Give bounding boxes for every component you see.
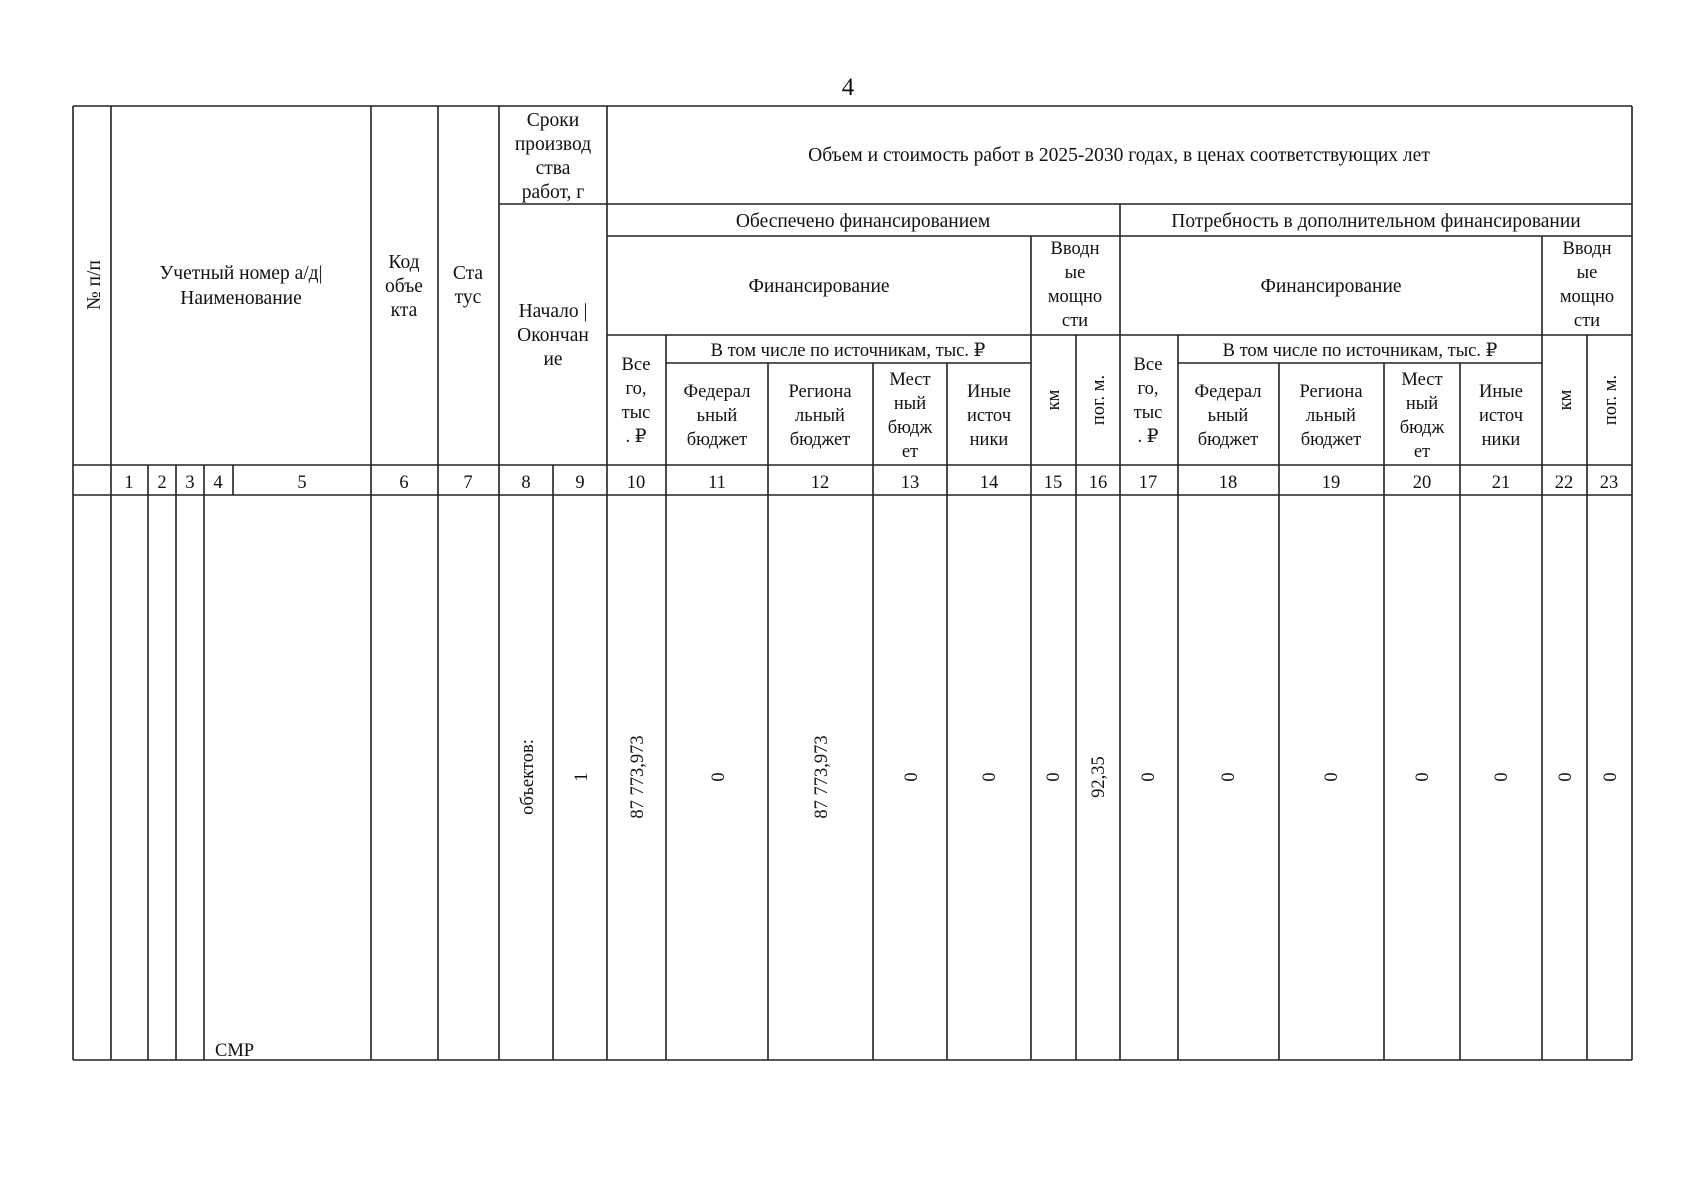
svg-text:Вводн: Вводн [1562, 239, 1612, 259]
svg-text:ет: ет [1413, 442, 1431, 462]
header-name-line1: Учетный номер а/д| [159, 263, 323, 284]
header-capacity-secured [1048, 239, 1102, 331]
svg-text:. ₽: . ₽ [1137, 427, 1159, 447]
header-local-secured [888, 370, 933, 462]
header-code-line2: объе [385, 276, 423, 297]
column-numbers-row [124, 473, 1618, 493]
svg-text:4: 4 [213, 473, 223, 493]
header-secured: Обеспечено финансированием [735, 211, 991, 232]
row-add-total: 0 [1139, 772, 1159, 782]
row-secured-other: 0 [980, 772, 1000, 782]
header-total-additional [1134, 355, 1163, 447]
svg-text:Федерал: Федерал [1194, 382, 1262, 402]
row-add-regional: 0 [1322, 772, 1342, 782]
svg-text:ет: ет [901, 442, 919, 462]
svg-text:мощно: мощно [1047, 287, 1103, 307]
header-start-end-line2: Окончан [517, 325, 589, 346]
svg-text:8: 8 [521, 473, 531, 493]
header-km-secured: км [1044, 389, 1064, 411]
header-federal-secured [683, 382, 750, 450]
page-number: 4 [841, 74, 855, 101]
svg-text:. ₽: . ₽ [625, 427, 647, 447]
svg-text:19: 19 [1321, 473, 1341, 493]
row-add-other: 0 [1492, 772, 1512, 782]
row-objects-label: объектов: [518, 739, 538, 815]
svg-text:20: 20 [1412, 473, 1432, 493]
header-pogm-secured: пог. м. [1089, 374, 1109, 426]
header-code-line1: Код [388, 252, 420, 273]
header-regional-secured [788, 382, 851, 450]
svg-text:ники: ники [969, 430, 1009, 450]
row-secured-pogm: 92,35 [1089, 756, 1109, 798]
header-additional: Потребность в дополнительном финансировании [1171, 211, 1581, 232]
svg-text:16: 16 [1088, 473, 1108, 493]
svg-text:Федерал: Федерал [683, 382, 751, 402]
svg-text:ьный: ьный [696, 406, 738, 426]
header-capacity-additional [1560, 239, 1614, 331]
svg-text:Мест: Мест [1401, 370, 1443, 390]
svg-text:6: 6 [399, 473, 409, 493]
header-status-line2: тус [454, 287, 482, 308]
svg-text:мощно: мощно [1559, 287, 1615, 307]
svg-text:бюджет: бюджет [789, 430, 851, 450]
svg-text:ые: ые [1576, 263, 1598, 283]
row-add-local: 0 [1413, 772, 1433, 782]
row-add-km: 0 [1556, 772, 1576, 782]
svg-text:Региона: Региона [1299, 382, 1363, 402]
svg-text:Мест: Мест [889, 370, 931, 390]
svg-text:14: 14 [979, 473, 999, 493]
row-secured-regional: 87 773,973 [812, 735, 832, 819]
svg-text:Иные: Иные [967, 382, 1011, 402]
row-secured-federal: 0 [709, 772, 729, 782]
header-terms-line1: Сроки [526, 110, 580, 131]
header-volume-title: Объем и стоимость работ в 2025-2030 годах, в ценах соответствующих лет [808, 145, 1430, 166]
svg-text:23: 23 [1599, 473, 1619, 493]
svg-text:бюдж: бюдж [887, 418, 933, 438]
svg-text:источ: источ [1478, 406, 1524, 426]
row-add-federal: 0 [1219, 772, 1239, 782]
svg-text:ный: ный [1405, 394, 1439, 414]
header-number: № п/п [84, 260, 105, 310]
header-start-end-line1: Начало | [518, 301, 588, 322]
svg-text:ники: ники [1481, 430, 1521, 450]
svg-text:1: 1 [124, 473, 134, 493]
svg-text:источ: источ [966, 406, 1012, 426]
svg-text:сти: сти [1061, 311, 1089, 331]
svg-text:бюдж: бюдж [1399, 418, 1445, 438]
row-secured-total: 87 773,973 [628, 735, 648, 819]
row-secured-km: 0 [1044, 772, 1064, 782]
header-financing-additional: Финансирование [1260, 276, 1402, 297]
row-add-pogm: 0 [1601, 772, 1621, 782]
header-status-line1: Ста [452, 263, 484, 284]
header-by-sources-secured: В том числе по источникам, тыс. ₽ [710, 341, 986, 361]
svg-text:бюджет: бюджет [1300, 430, 1362, 450]
svg-text:го,: го, [1137, 379, 1159, 399]
header-local-additional [1400, 370, 1445, 462]
svg-text:бюджет: бюджет [1197, 430, 1259, 450]
svg-text:17: 17 [1138, 473, 1158, 493]
svg-text:10: 10 [626, 473, 646, 493]
svg-text:льный: льный [1306, 406, 1356, 426]
svg-text:18: 18 [1218, 473, 1238, 493]
header-start-end-line3: ие [543, 349, 563, 370]
row-name: СМР [215, 1041, 255, 1061]
svg-text:15: 15 [1043, 473, 1063, 493]
svg-text:го,: го, [625, 379, 647, 399]
svg-text:22: 22 [1554, 473, 1574, 493]
svg-text:льный: льный [795, 406, 845, 426]
row-objects-count: 1 [572, 772, 592, 782]
header-total-secured [622, 355, 651, 447]
header-regional-additional [1299, 382, 1362, 450]
svg-text:тыс: тыс [621, 403, 651, 423]
svg-text:тыс: тыс [1133, 403, 1163, 423]
row-secured-local: 0 [902, 772, 922, 782]
header-financing-secured: Финансирование [748, 276, 890, 297]
svg-text:сти: сти [1573, 311, 1601, 331]
header-terms-line4: работ, г [521, 182, 585, 203]
header-pogm-additional: пог. м. [1601, 374, 1621, 426]
svg-text:ьный: ьный [1207, 406, 1249, 426]
svg-text:9: 9 [575, 473, 585, 493]
svg-text:бюджет: бюджет [686, 430, 748, 450]
svg-text:Иные: Иные [1479, 382, 1523, 402]
svg-text:12: 12 [810, 473, 830, 493]
svg-text:Все: Все [1133, 355, 1163, 375]
header-km-additional: км [1556, 389, 1576, 411]
header-code-line3: кта [390, 300, 418, 321]
table-grid [73, 106, 1632, 1060]
header-terms-line3: ства [535, 158, 571, 179]
svg-text:11: 11 [708, 473, 726, 493]
svg-text:Региона: Региона [788, 382, 852, 402]
svg-text:7: 7 [463, 473, 473, 493]
svg-text:2: 2 [157, 473, 167, 493]
header-name-line2: Наименование [180, 288, 302, 309]
svg-text:13: 13 [900, 473, 920, 493]
header-by-sources-additional: В том числе по источникам, тыс. ₽ [1222, 341, 1498, 361]
svg-text:3: 3 [185, 473, 195, 493]
header-federal-additional [1194, 382, 1261, 450]
svg-text:5: 5 [297, 473, 307, 493]
svg-text:ный: ный [893, 394, 927, 414]
header-other-secured [967, 382, 1011, 450]
header-terms-line2: производ [514, 134, 592, 155]
svg-text:Вводн: Вводн [1050, 239, 1100, 259]
header-other-additional [1479, 382, 1523, 450]
svg-text:ые: ые [1064, 263, 1086, 283]
svg-text:21: 21 [1491, 473, 1511, 493]
svg-text:Все: Все [621, 355, 651, 375]
